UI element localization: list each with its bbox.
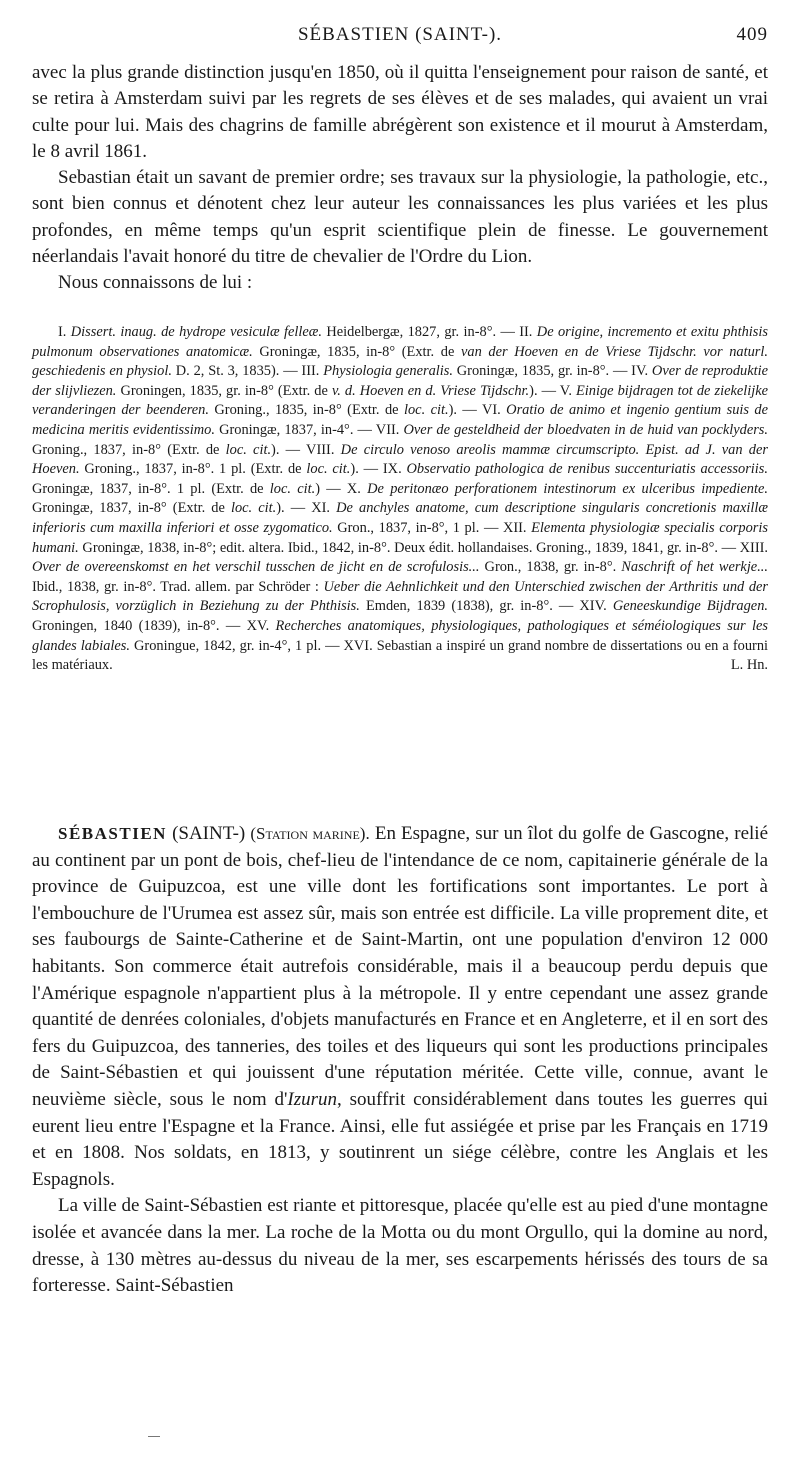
bib-text: Groningæ, 1837, in-8°. 1 pl. (Extr. de bbox=[32, 480, 270, 497]
bib-text: Ibid., 1838, gr. in-8°. Trad. allem. par Schröder : bbox=[32, 578, 324, 595]
bib-title: loc. cit. bbox=[306, 461, 351, 478]
bib-title: Dissert. inaug. de hydrope vesiculæ felleæ. bbox=[70, 324, 322, 340]
bibliography bbox=[32, 323, 768, 676]
bib-title: v. d. Hoeven en d. Vriese Tijdschr. bbox=[331, 382, 530, 399]
bib-text: ). — VI. bbox=[448, 402, 507, 419]
paragraph-text: En Espagne, sur un îlot du golfe de Gascogne, relié au continent par un pont de bois, chef-lieu de l'intendance de ce nom, capitainerie générale de la province de Guipuzcoa, est une ville dont les fortifications sont importantes. Le port à l'embouchure de l'Urumea est assez sûr, mais son entrée est difficile. La ville proprement dite, et ses faubourgs de Sainte-Catherine et de Saint-Martin, ont une population d'environ 12 000 habitants. Son commerce était autrefois considérable, mais il a beaucoup perdu depuis que l'Amérique espagnole n'appartient plus à la métropole. Il y entre cependant une assez grande quantité de denrées coloniales, d'objets manufacturés en France et en Angleterre, et il en sort des fers du Guipuzcoa, des tanneries, des toiles et des liqueurs qui sont les productions principales de Saint-Sébastien et qui jouissent d'une réputation méritée. Cette ville, connue, avant le neuvième siècle, sous le nom d' bbox=[32, 823, 769, 1110]
bib-text: Groningæ, 1835, gr. in-8°. — IV. bbox=[452, 363, 652, 380]
bib-title: Over de gesteldheid der bloedvaten in de huid van pocklyders. bbox=[403, 421, 769, 438]
bib-title: Over de overeenskomst en het verschil tusschen de jicht en de scrofulosis... bbox=[32, 559, 480, 576]
continuation-text bbox=[32, 60, 768, 297]
bib-title: Physiologia generalis. bbox=[323, 363, 453, 380]
bib-text: ). — IX. bbox=[350, 461, 407, 478]
bib-title: De circulo venoso areolis mammæ circumscripto. Epist. ad J. van der Hoeven. bbox=[32, 441, 768, 478]
bib-text: ). — V. bbox=[529, 382, 576, 399]
bib-title: Oratio de animo et ingenio gentium suis de medicina meritis evidentissimo. bbox=[32, 402, 769, 438]
bib-title: loc. cit. bbox=[225, 441, 272, 458]
headword-qualifier: (SAINT-) bbox=[172, 823, 246, 844]
bib-title: Naschrift of het werkje... bbox=[621, 559, 768, 576]
bib-title: loc. cit. bbox=[269, 480, 316, 497]
bib-text: Groningæ, 1835, in-8° (Extr. de bbox=[252, 343, 461, 360]
bib-text: Groning., 1835, in-8° (Extr. de bbox=[208, 402, 404, 419]
bib-text: Gron., 1838, gr. in-8°. bbox=[479, 559, 622, 576]
bibliography-list bbox=[32, 323, 768, 676]
paragraph: Nous connaissons de lui : bbox=[58, 272, 253, 294]
bib-text: Groningen, 1840 (1839), in-8°. — XV. bbox=[32, 617, 276, 634]
historic-name: Izurun bbox=[287, 1088, 338, 1110]
bib-text: I. bbox=[58, 324, 71, 340]
bib-text: ). — XI. bbox=[276, 500, 337, 517]
running-header bbox=[32, 24, 768, 48]
bib-title: De origine, incremento et exitu phthisis pulmonum observationes anatomicæ. bbox=[32, 324, 768, 360]
bib-title: Einige bijdragen tot de ziekelijke veranderingen der beenderen. bbox=[32, 382, 769, 419]
paragraph bbox=[32, 821, 768, 1193]
bib-text: Emden, 1839 (1838), gr. in-8°. — XIV. bbox=[359, 598, 613, 615]
bib-title: loc. cit. bbox=[403, 402, 449, 419]
bib-text: Groningæ, 1838, in-8°; edit. altera. Ibid., 1842, in-8°. Deux édit. hollandaises. Groning., 1839, 1841, gr. in-8°. — XIII. bbox=[78, 539, 768, 556]
bib-text: Groningæ, 1837, in-8° (Extr. de bbox=[32, 500, 231, 517]
article-saint-sebastien bbox=[32, 821, 768, 1300]
bib-title: Recherches anatomiques, physiologiques, pathologiques et séméiologiques sur les glandes labiales. bbox=[32, 617, 768, 654]
bib-title: Geneeskundige Bijdragen. bbox=[612, 598, 768, 615]
author-signature: L. Hn. bbox=[730, 657, 768, 674]
bib-title: Observatio pathologica de renibus succenturiatis accessoriis. bbox=[406, 461, 768, 478]
bib-text: Groningue, 1842, gr. in-4°, 1 pl. — XVI. Sebastian a inspiré un grand nombre de dissertations ou en a fourni les matériaux. bbox=[32, 637, 769, 674]
bib-text: Heidelbergæ, 1827, gr. in-8°. — II. bbox=[321, 324, 537, 340]
bib-title: van der Hoeven en de Vriese Tijdschr. vor naturl. geschiedenis en physiol. bbox=[32, 343, 768, 380]
running-title: SÉBASTIEN (SAINT-). bbox=[297, 24, 503, 45]
bib-text: D. 2, St. 3, 1835). — III. bbox=[171, 363, 324, 380]
paragraph: La ville de Saint-Sébastien est riante et pittoresque, placée qu'elle est au pied d'une montagne isolée et avancée dans la mer. La roche de la Motta ou du mont Orgullo, qui la domine au nord, dresse, à 130 mètres au-dessus du niveau de la mer, ses escarpements hérissés des tours de sa forteresse. Saint-Sébastien bbox=[32, 1195, 768, 1297]
bib-text: Groning., 1837, in-8° (Extr. de bbox=[32, 441, 226, 458]
paragraph: avec la plus grande distinction jusqu'en 1850, où il quitta l'enseignement pour raison de santé, et se retira à Amsterdam suivi par les regrets de ses élèves et de ses malades, qui avaient un vrai culte pour lui. Mais des chagrins de famille abrégèrent son existence et il mourut à Amsterdam, le 8 avril 1861. bbox=[32, 62, 768, 162]
bib-text: Groningæ, 1837, in-4°. — VII. bbox=[214, 421, 404, 438]
bib-title: De peritonæo perforationem intestinorum ex ulceribus impediente. bbox=[367, 480, 768, 497]
headword: SÉBASTIEN bbox=[58, 824, 167, 843]
bib-title: Ueber die Aehnlichkeit und den Unterschied zwischen der Arthritis und der Scrophulosis, vorzüglich in Beziehung zu der Phthisis. bbox=[32, 578, 769, 615]
entry-subhead: (Station marine). bbox=[250, 824, 370, 843]
bib-title: De anchyles anatome, cum descriptione singularis concretionis maxillæ inferioris cum maxilla inferiori et osse zygomatico. bbox=[32, 500, 769, 536]
bib-text: Gron., 1837, in-8°, 1 pl. — XII. bbox=[332, 519, 532, 536]
bib-text: Groning., 1837, in-8°. 1 pl. (Extr. de bbox=[79, 461, 307, 478]
bib-text: ). — VIII. bbox=[271, 441, 341, 458]
bib-text: Groningen, 1835, gr. in-8° (Extr. de bbox=[116, 382, 332, 399]
paragraph-text: , souffrit considérablement dans toutes les guerres qui eurent lieu entre l'Espagne et la France. Ainsi, elle fut assiégée et prise par les Français en 1719 et en 1808. Nos soldats, en 1813, y soutinrent un siége célèbre, contre les Anglais et les Espagnols. bbox=[32, 1088, 768, 1190]
page-number: 409 bbox=[736, 24, 768, 45]
bib-title: loc. cit. bbox=[230, 500, 277, 517]
scan-mark bbox=[148, 1436, 160, 1437]
paragraph: Sebastian était un savant de premier ordre; ses travaux sur la physiologie, la pathologie, etc., sont bien connus et dénotent chez leur auteur les connaissances les plus variées et les plus profondes, en même temps qu'un esprit scientifique plein de finesse. Le gouvernement néerlandais l'avait honoré du titre de chevalier de l'Ordre du Lion. bbox=[32, 167, 768, 268]
bib-title: Elementa physiologiæ specialis corporis humani. bbox=[32, 519, 768, 556]
bib-title: Over de reproduktie der slijvliezen. bbox=[32, 363, 768, 399]
bib-text: ) — X. bbox=[315, 480, 368, 497]
